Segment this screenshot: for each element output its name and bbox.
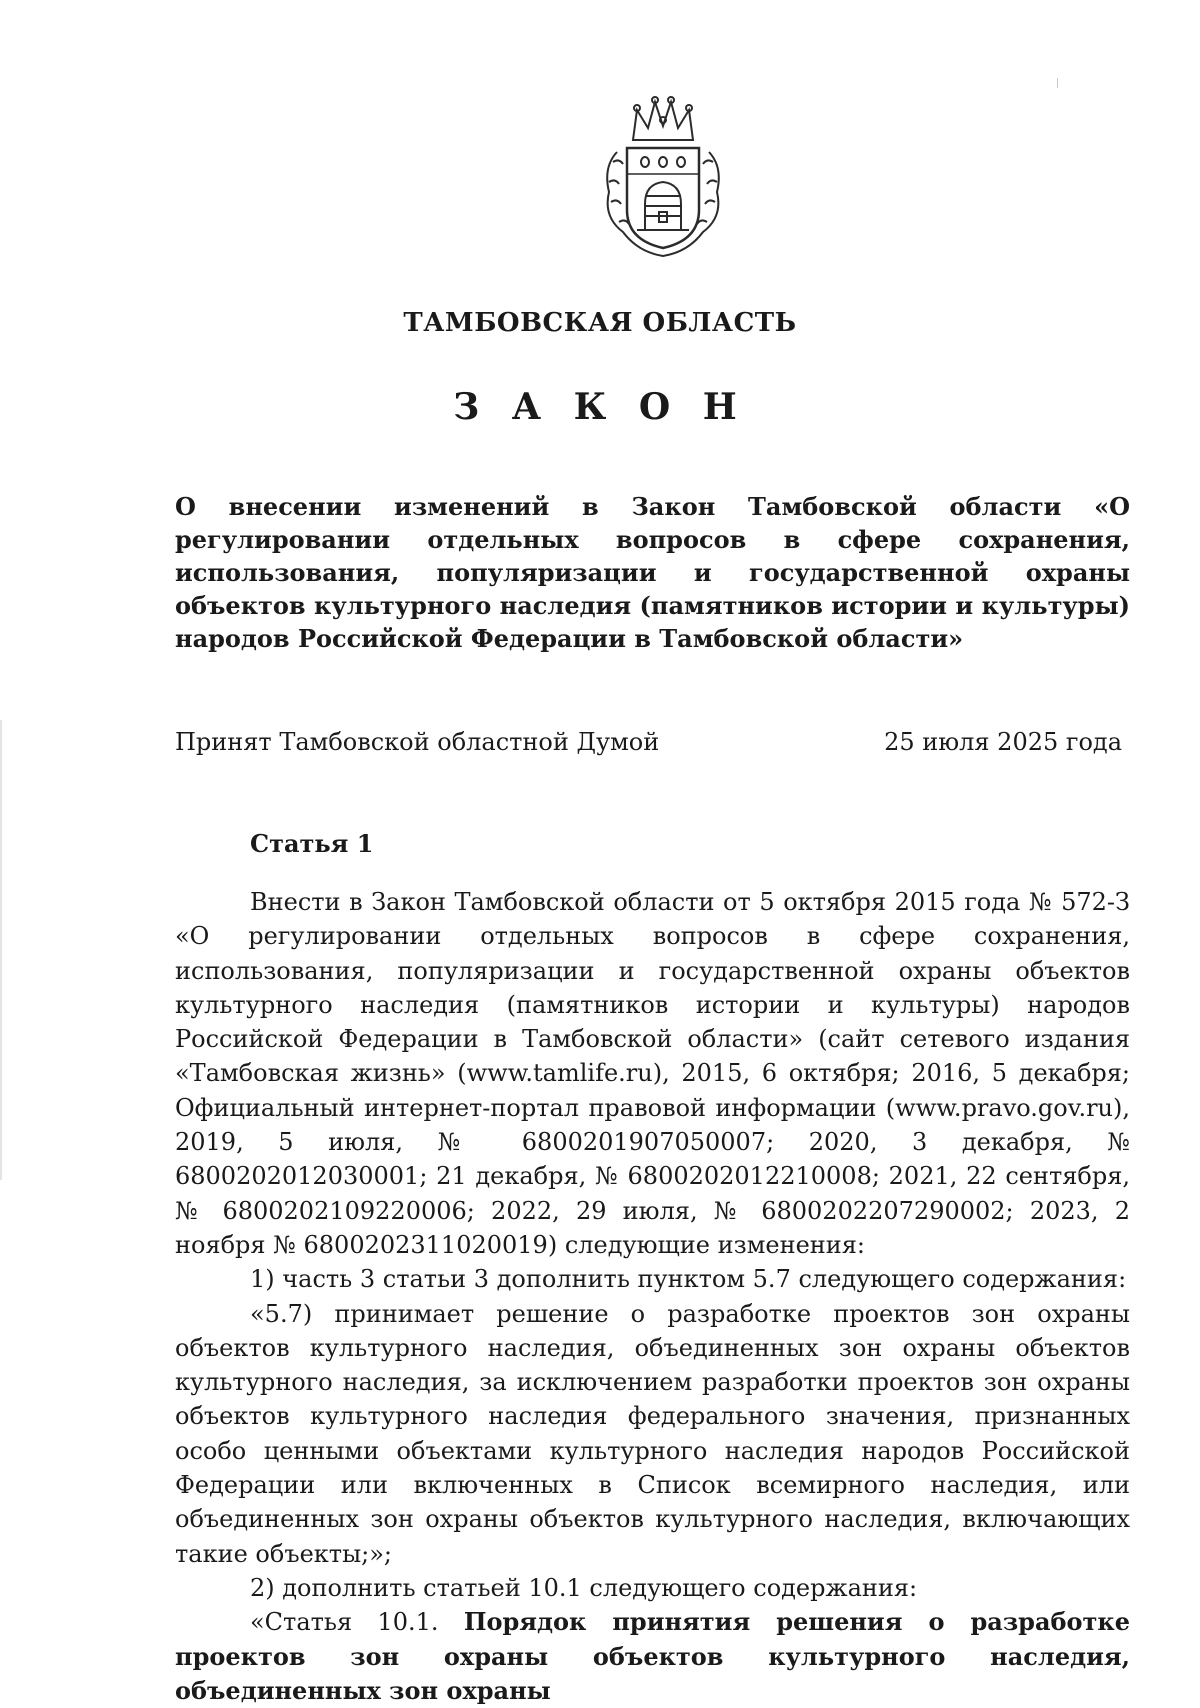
article-body (175, 885, 1130, 1708)
law-title: О внесении изменений в Закон Тамбовской области «О регулировании отдельных вопросов в сфере сохранения, использования, популяризации и государственной охраны объектов культурного наследия (памятников истории и культуры) народов Российской Федерации в Тамбовской области» (175, 492, 1130, 653)
article-intro: Внести в Закон Тамбовской области от 5 октября 2015 года № 572-З «О регулировании отдельных вопросов в сфере сохранения, использования, популяризации и государственной охраны объектов культурного наследия (памятников истории и культуры) народов Российской Федерации в Тамбовской области» (сайт сетевого издания «Тамбовская жизнь» (www.tamlife.ru), 2015, 6 октября; 2016, 5 декабря; Официальный интернет-портал правовой информации (www.pravo.gov.ru), 2019, 5 июля, № 6800201907050007; 2020, 3 декабря, № 6800202012030001; 21 декабря, № 6800202012210008; 2021, 22 сентября, № 6800202109220006; 2022, 29 июля, № 6800202207290002; 2023, 2 ноября № 6800202311020019) следующие изменения: (175, 888, 1130, 1259)
scan-artifact (0, 720, 2, 1180)
article-heading: Статья 1 (250, 829, 374, 858)
article-10-1-number: «Статья 10.1. (250, 1608, 439, 1637)
adoption-line (175, 728, 1130, 756)
amendment-item-2: 2) дополнить статьей 10.1 следующего содержания: (250, 1573, 918, 1602)
article-10-1 (175, 1605, 1130, 1708)
region-title: ТАМБОВСКАЯ ОБЛАСТЬ (403, 308, 797, 338)
amendment-item-1-text: «5.7) принимает решение о разработке проектов зон охраны объектов культурного наследия, объединенных зон охраны объектов культурного наследия, за исключением разработки проектов зон охраны объектов культурного наследия федерального значения, признанных особо ценными объектами культурного наследия народов Российской Федерации или включенных в Список всемирного наследия, или объединенных зон охраны объектов культурного наследия, включающих такие объекты;»; (175, 1299, 1130, 1568)
scan-artifact (1057, 78, 1058, 88)
document-type: З А К О Н (453, 386, 747, 428)
amendment-item-1: 1) часть 3 статьи 3 дополнить пунктом 5.7 следующего содержания: (250, 1265, 1127, 1294)
adoption-date: 25 июля 2025 года (884, 728, 1122, 756)
article-10-1-title: Порядок принятия решения о разработке проектов зон охраны объектов культурного наследия, объединенных зон охраны (175, 1607, 1130, 1705)
tambov-coat-of-arms-icon (593, 92, 733, 262)
adopted-by: Принят Тамбовской областной Думой (175, 728, 660, 756)
